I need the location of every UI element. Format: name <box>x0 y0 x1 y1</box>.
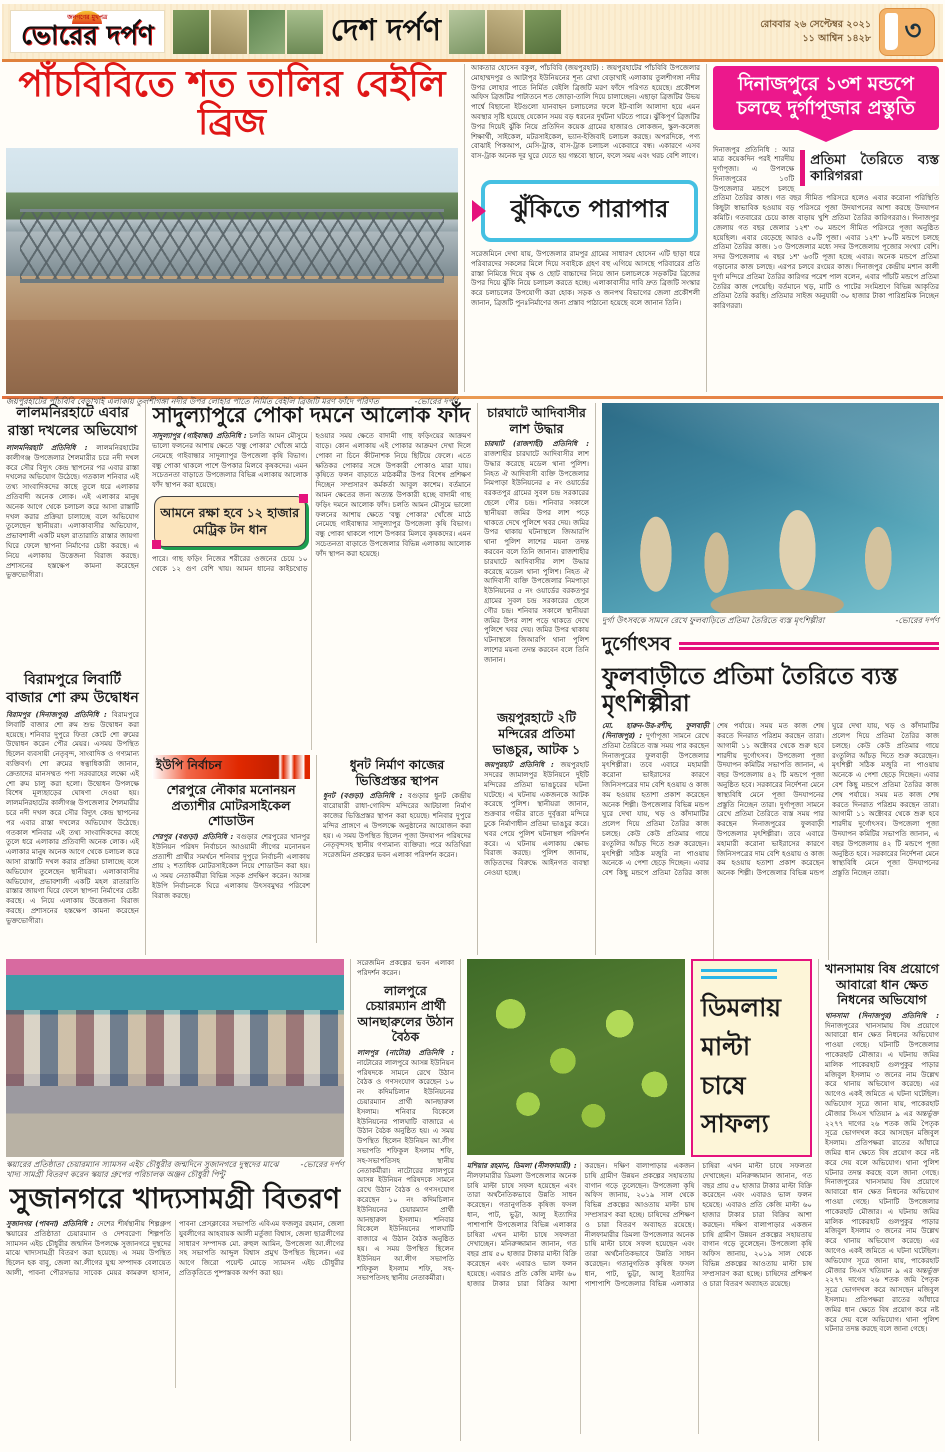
risk-box-title: ঝুঁকিতে পারাপার <box>510 195 669 223</box>
idol-photo <box>602 403 939 613</box>
sadullapur-text-2: পারে। গাছ ফড়িং নিজের শরীরের ওজনের চেয়ে ১০ থেকে ১২ গুণ বেশি খায়। আমন ধানের কাইচথোড় হওয়ার সময় ক্ষেতে বাদামী গাছ ফড়িংয়ের আক্রমণ বাড়ে। কোন এলাকায় এই পোকার আক্রমণ দেখা দিলে পোকা না চিনে কীটনাশক নিয়ে ছিটিয়ে ফেলে। এতে ক্ষতিকর পোকার সঙ্গে উপকারী পোকাও মারা যায়। কৃষিতে ফলন বাড়াতে মাঠকর্মীর উপর বিশেষ প্রশিক্ষণ দিচ্ছেন সম্প্রসারণ কর্মকর্তা আবুল কাশেম। বর্তমানে আমন ক্ষেতের জন্য অত্যন্ত উপকারী হচ্ছে বাদামী গাছ ফড়িং দমনে আলোক ফাঁদ। <box>152 432 471 573</box>
up-election-kicker: ইউপি নির্বাচন <box>152 755 310 779</box>
sujanagar-headline: সুজানগরে খাদ্যসামগ্রী বিতরণ <box>9 1181 341 1215</box>
malta-photo <box>467 959 685 1155</box>
strip-photo <box>211 10 247 54</box>
sujanagar-byline: সুজানগর (পাবনা) প্রতিনিধি : <box>6 1219 94 1228</box>
birampur-text: বিরামপুরে লিবার্টি বাজার শো রুম শুভ উদ্বোধন করা হয়েছে। শনিবার দুপুরে ফিতা কেটে শো রুমের উদ্বোধন করেন পৌর মেয়র। এসময় উপস্থিত ছিলেন ব্যবসায়ী নেতৃবৃন্দ, সাংবাদিক ও গণ্যমান্য ব্যক্তিবর্গ। শো রুমের স্বত্বাধিকারী জানান, ক্রেতাদের মানসম্মত পণ্য সরবরাহের লক্ষ্যে এই শো রুম চালু করা হলো। উদ্বোধন উপলক্ষে বিশেষ মূল্যছাড়ের ঘোষণা দেওয়া হয়। <box>6 711 139 798</box>
masthead-photo-strip-left <box>173 10 323 54</box>
photo-credit: -ভোরের দর্পণ <box>300 1160 344 1169</box>
dinajpur-inset-subhead: প্রতিমা তৈরিতে ব্যস্ত কারিগররা <box>800 150 939 186</box>
malta-box-title: ডিমলায় মাল্টা চাষে সাফল্য <box>701 993 782 1139</box>
birampur-byline: বিরামপুর (দিনাজপুর) প্রতিনিধি : <box>6 711 107 719</box>
sadullapur-body <box>152 432 471 750</box>
double-rule <box>679 642 939 650</box>
lalmonirhat-body <box>6 444 139 670</box>
strip-photo <box>173 10 209 54</box>
dimla-text-cont: নীলফামারীর ডিমলা উপজেলার অনেক চাষি মাল্টা চাষে সফল হয়েছেন এবং তারা অর্থনৈতিকভাবে উন্নতি সাধন করেছেন। গতানুগতিক কৃষিজ ফসল ধান, পাট, ভুট্টা, আলু ইত্যাদির পাশাপাশি উপজেলার বিভিন্ন এলাকার চাষিরা এখন মাল্টা চাষে সফলতা দেখাচ্ছেন। মনিরুজ্জামান জানান, গত বছর প্রায় ৫০ হাজার টাকার মাল্টা বিক্রি করেছেন এবং এবারও ভাল ফলন হয়েছে। এবারও প্রতি কেজি মাল্টা ৬০ হাজার টাকার চারা বিক্রির আশা করছেন। দক্ষিণ বালাপাড়ার একজন চাষি গ্রামীণ উন্নয়ন প্রকল্পের সহায়তায় বাগান গড়ে তুলেছেন। উপজেলা কৃষি অফিস জানায়, ২০১৯ সাল থেকে বিভিন্ন প্রকল্পের আওতায় মাল্টা চাষ সম্প্রসারণ করা হচ্ছে। চাষিদের প্রশিক্ষণ ও চারা বিতরণ অব্যাহত রয়েছে। <box>584 1162 812 1288</box>
idol-photo-caption: দুর্গা উৎসবকে সামনে রেখে ফুলবাড়িতে প্রতিমা তৈরিতে ব্যস্ত মৃৎশিল্পীরা <box>602 616 825 625</box>
lalpur-byline: লালপুর (নাটোর) প্রতিনিধি : <box>357 1049 454 1058</box>
joypurhat-body <box>484 761 589 939</box>
dhunat-article <box>316 755 471 943</box>
dinajpur-headline: দিনাজপুরে ১৩শ মন্ডপে চলছে দুর্গাপূজার প্রস্তুতি <box>713 66 939 130</box>
sadullapur-text-cont: চলতি আমন মৌসুমে ভালো ফলনের আশায় ক্ষেতে 'বন্ধু পোকার' খোঁজে মাঠে নেমেছে গাইবান্ধার সাদুল্যাপুর উপজেলা কৃষি বিভাগ। বন্ধু পোকা থাকলে পাশে উপকার মিলবে কৃষকদের। এমন সচেতনতা বাড়াতে উপজেলার বিভিন্ন এলাকায় আলোক ফাঁদ স্থাপন করা হয়েছে। <box>315 500 471 558</box>
charghat-headline: চারঘাটে আদিবাসীর লাশ উদ্ধার <box>487 405 586 436</box>
column-sadullapur <box>145 403 471 955</box>
column-lalpur <box>350 959 454 1441</box>
dhunat-headline: ধুনট নির্মাণ কাজের ভিত্তিপ্রস্তর স্থাপন <box>349 757 445 788</box>
section-title: দেশ দর্পণ <box>330 13 442 48</box>
amon-rice-box <box>154 496 306 547</box>
strip-photo <box>449 10 485 54</box>
column-dimla <box>460 959 812 1441</box>
fulbari-text-cont: দুর্গাপূজা সামনে রেখে প্রতিমা তৈরিতে ব্যস্ত সময় পার করছেন দিনাজপুরের ফুলবাড়ী উপজেলার মৃৎশিল্পীরা। তবে এবারে মহামারী করোনা ভাইরাসের কারণে জিনিসপত্রের দাম বেশি হওয়ায় ও কাজ কম হওয়ায় হতাশা প্রকাশ করেছেন অনেক শিল্পী। উপজেলার বিভিন্ন মন্ডপ ঘুরে দেখা যায়, খড় ও কাঁদামাটির প্রলেপ দিয়ে প্রতিমা তৈরির কাজ চলছে। কেউ কেউ প্রতিমার গায়ে রংতুলির আঁচড় দিতে শুরু করেছেন। মৃৎশিল্পী সঠিক মজুরি না পাওয়ায় অনেকে এ পেশা ছেড়ে দিচ্ছেন। এবার বেশ কিছু মন্ডপে প্রতিমা তৈরির কাজ শেষ পর্যায়ে। সময় মত কাজ শেষ করতে দিনরাত পরিশ্রম করছেন তারা। আগামী ১১ অক্টোবর থেকে শুরু হবে শারদীয় দুর্গোৎসব। উপজেলা পূজা উদযাপন কমিটির সভাপতি জানান, এ বছর উপজেলায় ৪২ টি মন্ডপে পূজা অনুষ্ঠিত হবে। সরকারের নির্দেশনা মেনে স্বাস্থ্যবিধি মেনে পূজা উদযাপনের প্রস্তুতি নিচ্ছেন তারা। <box>717 722 939 878</box>
page-number: ৩ <box>904 15 922 46</box>
lead-headline: পাঁচবিবিতে শত তালির বেইলি ব্রিজ <box>18 64 446 143</box>
dhunat-byline: ধুনট (বগুড়া) প্রতিনিধি : <box>323 792 403 801</box>
strip-photo <box>487 10 523 54</box>
photo-credit: -ভোরের দর্পণ <box>895 616 939 625</box>
khansama-text: দিনাজপুরের খানসামায় বিষ প্রয়োগে আবারো ধান ক্ষেত নিধনের অভিযোগ পাওয়া গেছে। ঘটনাটি উপজেলার পাকেরহাট মৌজার। এ ঘটনায় জমির মালিক পাকেরহাট গুলপুকুর পাড়ার মজিবুল ইসলাম ৩ জনের নাম উল্লেখ করে থানায় অভিযোগ করেছে। এর আগেও একই জমিতে এ ঘটনা ঘটেছিল। অভিযোগ সূত্রে জানা যায়, পাকেরহাট মৌজার সিএস খতিয়ান ৯ এর অন্তর্ভুক্ত ২২৭৭ দাগের ২৬ শতক জমি পৈতৃক সূত্রে ভোগদখল করে আসছেন মজিবুল ইসলাম। প্রতিপক্ষরা রাতের আঁধারে জমির ধান ক্ষেতে বিষ প্রয়োগ করে নষ্ট করে দেয় বলে অভিযোগ। থানা পুলিশ ঘটনার তদন্ত করছে বলে জানা গেছে। <box>825 1021 939 1177</box>
dimla-body <box>467 1162 812 1434</box>
photo-credit: -ভোরের দর্পণ <box>414 396 458 406</box>
lalmonirhat-text: লালমনিরহাটের কালীগঞ্জ উপজেলার শৈলমারীর চরে নদী দখল করে সৌর বিদ্যুৎ কেন্দ্র স্থাপনের পর এবার রাস্তা দখলের অভিযোগ উঠেছে। গতকাল শনিবার এই তথ্য সাংবাদিকদের কাছে তুলে ধরে এলাকার প্রতিবাদী অনেক লোক। এই এলাকার মানুষ অনেক আগে থেকে চলাচল করে আসা রাস্তাটি দখল করার প্রক্রিয়া চালাচ্ছে বলে অভিযোগ তুলেছেন স্থানীয়রা। এলাকাবাসীর অভিযোগ, প্রভাবশালী একটি মহল রাতারাতি রাস্তার জায়গা ঘিরে ফেলে স্থাপনা নির্মাণের চেষ্টা করছে। এ নিয়ে এলাকায় উত্তেজনা বিরাজ করছে। প্রশাসনের হস্তক্ষেপ কামনা করেছেন ভুক্তভোগীরা। <box>6 444 139 580</box>
joypurhat-byline: জয়পুরহাট প্রতিনিধি : <box>484 761 554 770</box>
middle-band <box>0 401 945 957</box>
column-fulbari <box>595 403 939 955</box>
lalpur-headline: লালপুরে চেয়ারম্যান প্রার্থী আনছারুলের উঠান বৈঠক <box>357 982 454 1045</box>
sherpur-text: বগুড়ার শেরপুরের খানপুর ইউনিয়ন পরিষদ নির্বাচনে আওয়ামী লীগের মনোনয়ন প্রত্যাশী প্রার্থীর সমর্থনে শনিবার দুপুরে নির্বাচনী এলাকায় প্রায় ২ শতাধিক মোটরসাইকেল নিয়ে শোডাউন করা হয়। এ সময় নেতাকর্মীরা বিভিন্ন সড়ক প্রদক্ষিণ করেন। আসন্ন ইউপি নির্বাচনকে ঘিরে এলাকায় উৎসবমুখর পরিবেশ বিরাজ করছে। <box>152 833 310 900</box>
charghat-text: রাজশাহীর চারঘাটে আদিবাসীর লাশ উদ্ধার করেছে মডেল থানা পুলিশ। নিহত ঐ আদিবাসী ব্যক্তি উপজেলার নিমপাড়া ইউনিয়নের ৫ নং ওয়ার্ডের বরকতপুর গ্রামের সুবল চন্দ্র সরকারের ছেলে গৌর চন্দ্র। শনিবার সকালে স্থানীয়রা জমির উপর লাশ পড়ে থাকতে দেখে পুলিশে খবর দেয়। জমির উপর থাকায় ঘটনাস্থলে জিআরপি থানা পুলিশ লাশের ময়না তদন্ত করবেন বলে তিনি জানান। <box>484 450 589 557</box>
column-lalmonirhat <box>6 403 139 955</box>
lalpur-text-cont: নাটোরের লালপুরে আসন্ন ইউনিয়ন পরিষদকে সামনে রেখে উঠান বৈঠক ও গণসংযোগ করেছেন ১০ নং কদিমচিলান ইউনিয়নের চেয়ারম্যান প্রার্থী আনছারুল ইসলাম। শনিবার বিকেলে ইউনিয়নের পালঘাটি বাজারে এ উঠান বৈঠক অনুষ্ঠিত হয়। এ সময় উপস্থিত ছিলেন ইউনিয়ন আ.লীগ সভাপতি শফিকুল ইসলাম শফি, সহ-সভাপতিসহ স্থানীয় নেতাকর্মীরা। <box>357 1166 454 1283</box>
masthead-photo-strip-right <box>449 10 561 54</box>
page-number-tab <box>879 8 935 56</box>
logo-title: ভোরের দর্পণ <box>21 21 154 51</box>
fulbari-byline: মো. হারুন-উর-রশীদ, ফুলবাড়ী (দিনাজপুর) : <box>602 722 709 741</box>
arrow-icon <box>472 200 486 222</box>
dinajpur-text: দিনাজপুর প্রতিনিধি : আর মাত্র কয়েকদিন পরই শারদীয় দুর্গাপূজা। এ উপলক্ষে দিনাজপুরের ১৩টি উপজেলার মন্ডপে চলছে প্রতিমা তৈরির কাজ। গত বছর সীমিত পরিসরে হলেও এবার করোনা পরিস্থিতি কিছুটা স্বাভাবিক হওয়ায় বড় পরিসরে পূজা উদযাপনের আশা করছে উদযাপন কমিটি। গতবারের চেয়ে কাজ বাড়ায় খুশি প্রতিমা তৈরির কারিগররাও। দিনাজপুর জেলায় গত বছর জেলার ১২শ' ৩০ মন্ডপে সীমিত পরিসরে পূজা অনুষ্ঠিত হয়েছিল। এবার বেড়েছে আরও ৫০টি পূজা। এবার ১২শ' ৮০টি মন্ডপে চলছে প্রতিমা তৈরির কাজ। ১৩ উপজেলার মধ্যে সদর উপজেলায় পূজোর সংখ্যা বেশি। সদর উপজেলায় এ বছর ১শ' ৬৩টি পূজা হচ্ছে এবার। অনেক মন্ডপে প্রতিমা গড়ানোর কাজ চলছে। এরপর চলবে রংয়ের কাজ। দিনাজপুর কেন্দ্রীয় মশান কালী দুর্গা মন্দিরে প্রতিমা তৈরির কারিগর পরেশ পাল বলেন, এবার পাঁচটি মন্ডপে প্রতিমা তৈরির কাজ পেয়েছি। বর্তমানে খড়, মাটি ও পাটের সংমিশ্রণে বিভিন্ন আকৃতির প্রতিমা তৈরি করছি। প্রতিমার সাইজ অনুযায়ী ৩০ হাজার টাকা পারিশ্রমিক নিচ্ছেন কারিগররা। <box>713 145 939 311</box>
lead-body-column <box>464 64 700 392</box>
column-sujanagar <box>6 959 344 1441</box>
dimla-byline: মশিয়ার রহমান, ডিমলা (নীলফামারী) : <box>467 1162 577 1170</box>
sadullapur-text-1: চলতি আমন মৌসুমে ভালো ফলনের আশায় ক্ষেতে 'বন্ধু পোকার' খোঁজে মাঠে নেমেছে গাইবান্ধার সাদুল্যাপুর উপজেলা কৃষি বিভাগ। বন্ধু পোকা থাকলে পাশে উপকার মিলবে কৃষকদের। এমন সচেতনতা বাড়াতে উপজেলার বিভিন্ন এলাকায় আলোক ফাঁদ স্থাপন করা হয়েছে। <box>152 432 308 490</box>
khansama-headline: খানসামায় বিষ প্রয়োগে আবারো ধান ক্ষেত নিধনের অভিযোগ <box>825 961 939 1008</box>
charghat-text-cont: রাজশাহীর চারঘাটে আদিবাসীর লাশ উদ্ধার করেছে মডেল থানা পুলিশ। নিহত ঐ আদিবাসী ব্যক্তি উপজেলার নিমপাড়া ইউনিয়নের ৫ নং ওয়ার্ডের বরকতপুর গ্রামের সুবল চন্দ্র সরকারের ছেলে গৌর চন্দ্র। শনিবার সকালে স্থানীয়রা জমির উপর লাশ পড়ে থাকতে দেখে পুলিশে খবর দেয়। জমির উপর থাকায় ঘটনাস্থলে জিআরপি থানা পুলিশ লাশের ময়না তদন্ত করবেন বলে তিনি জানান। <box>484 548 589 664</box>
top-band <box>0 62 945 406</box>
sujanagar-photo-caption: স্কয়ারের প্রতিষ্ঠাতা চেয়ারম্যান স্যামসন এইচ চৌধুরীর জন্মদিনে সুজানগরে দুস্থদের মাঝে খাদ্য সামগ্রী বিতরণ করেন স্কয়ার গ্রুপের পরিচালক অঞ্জন চৌধুরী পিন্টু <box>6 1160 279 1180</box>
lead-body-1: আকতার হোসেন বকুল, পাঁচবিবি (জয়পুরহাট) : জয়পুরহাটের পাঁচবিবি উপজেলার মোহাম্মদপুর ও আটাপুর ইউনিয়নের শূন্য রেখা বেড়াখাই এলাকায় তুলশীগঙ্গা নদীর উপর লোহার পাতে নির্মিত বেইলি ব্রিজটি মরণ ফাঁদে পরিণত হয়েছে। প্রকৌশল অফিস ব্রিজটির পাটাতনে শত জোড়া-তালি দিয়ে চালাচ্ছেন। এছাড়া ব্রিজটির উভয় পার্শ্বে বিছানো ইটগুলো যানবাহন চলাচলের ফলে ইট-বালি আলাদা হয়ে এমন অবস্থার সৃষ্টি হয়েছে যেকোন সময় বড় ধরনের দুর্ঘটনা ঘটতে পারে। ঝুঁকিপূর্ণ ব্রিজটির উপর দিয়েই ঝুঁকি নিয়ে প্রতিদিন কয়েক গ্রামের হাজারও লোকজন, স্কুল-কলেজ শিক্ষার্থী, সাইকেল, মটরসাইকেল, ভ্যান-ইজিবাই চলাচল করছে। অপরদিকে, পণ্য বোঝাই পিকআপ, মেসি-ট্রাক, বাস-ট্রাক চলাচল একেবারে বন্ধ। একারণে এসব বাস-ট্রাক অনেক দূর ঘুরে যেতে হয় গন্তব্যে স্থানে, ফলে সময় এবং খরচ বেশি লাগে। <box>471 64 700 161</box>
strip-photo <box>249 10 285 54</box>
sujanagar-body <box>6 1220 344 1388</box>
lalmonirhat-headline: লালমনিরহাটে এবার রাস্তা দখলের অভিযোগ <box>7 405 138 439</box>
bridge-photo <box>6 148 458 394</box>
lead-photo-caption: জয়পুরহাটের পাঁচবিবি বেড়াখাই এলাকায় তুলশীগঙ্গা নদীর উপর লোহার পাতে নির্মিত বেইলি ব্রিজটি মরণ ফাঁদে পরিণত <box>6 396 379 406</box>
khansama-body <box>825 1012 939 1430</box>
bottom-band <box>0 957 945 1443</box>
column-charghat <box>477 403 589 955</box>
logo-tagline: জনগণের মুখপত্র <box>67 14 108 21</box>
dinajpur-column <box>706 64 939 392</box>
birampur-body <box>6 711 139 927</box>
lalpur-text: নাটোরের লালপুরে আসন্ন ইউনিয়ন পরিষদকে সামনে রেখে উঠান বৈঠক ও গণসংযোগ করেছেন ১০ নং কদিমচিলান ইউনিয়নের চেয়ারম্যান প্রার্থী আনছারুল ইসলাম। শনিবার বিকেলে ইউনিয়নের পালঘাটি বাজারে এ উঠান বৈঠক অনুষ্ঠিত হয়। এ সময় উপস্থিত ছিলেন ইউনিয়ন আ.লীগ সভাপতি শফিকুল ইসলাম শফি, সহ-সভাপতিসহ স্থানীয় নেতাকর্মীরা। <box>357 1058 454 1175</box>
joypurhat-headline: জয়পুরহাটে ২টি মন্দিরের প্রতিমা ভাঙচুর, আটক ১ <box>492 710 581 757</box>
cyan-double-rule <box>701 969 777 979</box>
risk-crossing-box <box>481 180 698 242</box>
lalmonirhat-byline: লালমনিরহাট প্রতিনিধি : <box>6 444 88 452</box>
sherpur-headline: শেরপুরে নৌকার মনোনয়ন প্রত্যাশীর মোটরসাইকেল শোডাউন <box>166 782 296 829</box>
fulbari-headline: ফুলবাড়ীতে প্রতিমা তৈরিতে ব্যস্ত মৃৎশিল্পীরা <box>602 664 898 717</box>
date-block <box>760 18 871 46</box>
date-gregorian: রোববার ২৬ সেপ্টেম্বর ২০২১ <box>760 18 871 30</box>
birampur-headline: বিরামপুরে লিবার্টি বাজার শো রুম উদ্বোধন <box>6 672 139 706</box>
sherpur-article <box>152 755 310 943</box>
newspaper-logo <box>10 10 165 53</box>
dimla-text: নীলফামারীর ডিমলা উপজেলার অনেক চাষি মাল্টা চাষে সফল হয়েছেন এবং তারা অর্থনৈতিকভাবে উন্নতি সাধন করেছেন। গতানুগতিক কৃষিজ ফসল ধান, পাট, ভুট্টা, আলু ইত্যাদির পাশাপাশি উপজেলার বিভিন্ন এলাকার চাষিরা এখন মাল্টা চাষে সফলতা দেখাচ্ছেন। মনিরুজ্জামান জানান, গত বছর প্রায় ৫০ হাজার টাকার মাল্টা বিক্রি করেছেন এবং এবারও ভাল ফলন হয়েছে। এবারও প্রতি কেজি মাল্টা ৬০ হাজার টাকার চারা বিক্রির আশা করছেন। দক্ষিণ বালাপাড়ার একজন চাষি গ্রামীণ উন্নয়ন প্রকল্পের সহায়তায় বাগান গড়ে তুলেছেন। উপজেলা কৃষি অফিস জানায়, ২০১৯ সাল থেকে বিভিন্ন প্রকল্পের আওতায় মাল্টা চাষ সম্প্রসারণ করা হচ্ছে। চাষিদের প্রশিক্ষণ ও চারা বিতরণ অব্যাহত রয়েছে। <box>467 1162 695 1288</box>
charghat-byline: চারঘাট (রাজশাহী) প্রতিনিধি : <box>484 440 589 449</box>
dhunat-text: বগুড়ার ধুনট কেন্দ্রীয় বারোয়ারী রাধা-গোবিন্দ মন্দিরের আটচালা নির্মাণ কাজের ভিত্তিপ্রস্তর স্থাপন করা হয়েছে। শনিবার দুপুরে মন্দির প্রাঙ্গণে এ উপলক্ষে অনুষ্ঠানের আয়োজন করা হয়। এ সময় উপস্থিত ছিলেন পূজা উদযাপন পরিষদের নেতৃবৃন্দসহ স্থানীয় গণ্যমান্য ব্যক্তিরা। পরে অতিথিরা সরেজমিন প্রকল্পের ভবন এলাকা পরিদর্শন করেন। <box>323 792 471 860</box>
sherpur-body <box>152 833 310 943</box>
lead-body-2: সরেজমিনে দেখা যায়, উপজেলার রামপুর গ্রামের সাধারণ হোসেন এটি ছাড়া ধরে পরিবারদের সকলের মিলে দিয়ে সবাইকে গ্রহণ বহু এগিয়ে আসছে পরিবারের প্রতি রাস্তা নিমিত্তে দিয়ে বৃক্ষ ও ছোট বাচ্চাদের নিয়ে জান চলাচলকে সড়কটির ব্রিজের উপর দিয়ে ঝুঁকি নিয়ে চলাচল করতে হচ্ছে। এলাকাবাসীর দাবি দ্রুত ব্রিজটি সংস্কার করে চলাচলের উপযোগী করা হোক। সড়ক ও জনপথ বিভাগের জেলা প্রকৌশলী জানান, ব্রিজটি পুনঃনির্মাণের জন্য প্রস্তাব পাঠানো হয়েছে বলে জানান তিনি। <box>471 250 700 307</box>
birampur-text-cont: লালমনিরহাটের কালীগঞ্জ উপজেলার শৈলমারীর চরে নদী দখল করে সৌর বিদ্যুৎ কেন্দ্র স্থাপনের পর এবার রাস্তা দখলের অভিযোগ উঠেছে। গতকাল শনিবার এই তথ্য সাংবাদিকদের কাছে তুলে ধরে এলাকার প্রতিবাদী অনেক লোক। এই এলাকার মানুষ অনেক আগে থেকে চলাচল করে আসা রাস্তাটি দখল করার প্রক্রিয়া চালাচ্ছে বলে অভিযোগ তুলেছেন স্থানীয়রা। এলাকাবাসীর অভিযোগ, প্রভাবশালী একটি মহল রাতারাতি রাস্তার জায়গা ঘিরে ফেলে স্থাপনা নির্মাণের চেষ্টা করছে। এ নিয়ে এলাকায় উত্তেজনা বিরাজ করছে। প্রশাসনের হস্তক্ষেপ কামনা করেছেন ভুক্তভোগীরা। <box>6 799 139 925</box>
masthead <box>2 4 943 62</box>
fulbari-body <box>602 722 939 960</box>
amon-box-text: আমনে রক্ষা হবে ১২ হাজার মেট্রিক টন ধান <box>160 504 300 538</box>
sadullapur-headline: সাদুল্যাপুরে পোকা দমনে আলোক ফাঁদ <box>152 403 471 427</box>
malta-success-box <box>691 959 812 1157</box>
strip-photo <box>287 10 323 54</box>
lalpur-body <box>357 1049 454 1419</box>
khansama-text-cont: দিনাজপুরের খানসামায় বিষ প্রয়োগে আবারো ধান ক্ষেত নিধনের অভিযোগ পাওয়া গেছে। ঘটনাটি উপজেলার পাকেরহাট মৌজার। এ ঘটনায় জমির মালিক পাকেরহাট গুলপুকুর পাড়ার মজিবুল ইসলাম ৩ জনের নাম উল্লেখ করে থানায় অভিযোগ করেছে। এর আগেও একই জমিতে এ ঘটনা ঘটেছিল। অভিযোগ সূত্রে জানা যায়, পাকেরহাট মৌজার সিএস খতিয়ান ৯ এর অন্তর্ভুক্ত ২২৭৭ দাগের ২৬ শতক জমি পৈতৃক সূত্রে ভোগদখল করে আসছেন মজিবুল ইসলাম। প্রতিপক্ষরা রাতের আঁধারে জমির ধান ক্ষেতে বিষ প্রয়োগ করে নষ্ট করে দেয় বলে অভিযোগ। থানা পুলিশ ঘটনার তদন্ত করছে বলে জানা গেছে। <box>825 1178 939 1334</box>
strip-photo <box>525 10 561 54</box>
lalpur-pre-text: সরেজমিন প্রকল্পের ভবন এলাকা পরিদর্শন করেন। <box>357 959 454 977</box>
khansama-byline: খানসামা (দিনাজপুর) প্রতিনিধি : <box>825 1011 939 1020</box>
column-khansama <box>818 959 939 1441</box>
dinajpur-body <box>713 146 939 384</box>
dhunat-body <box>323 792 471 920</box>
sujanagar-text: দেশের শীর্ষস্থানীয় শিল্পগ্রুপ স্কয়ারের প্রতিষ্ঠাতা চেয়ারম্যান ও দেশবরেণ্য শিল্পপতি স্যামসন এইচ চৌধুরীর জন্মদিন উপলক্ষে সুজানগরে দুস্থদের মাঝে খাদ্যসামগ্রী বিতরণ করা হয়েছে। এ সময় উপস্থিত ছিলেন হক বাবু, জেলা আ.লীগের যুগ্ম সম্পাদক বেলায়েত আলী, পাবনা পৌরসভার সাবেক মেয়র কামরুল হাসান, পাবনা প্রেসক্লাবের সভাপতি এবিএম ফজলুর রহমান, জেলা যুবলীগের আহবায়ক আলী মর্তুজা বিশ্বাস, জেলা ছাত্রলীগের সাধারণ সম্পাদক মো. রুহুল আমিন, উপজেলা আ.লীগের সহ সভাপতি আব্দুল বিশ্বাস প্রমুখ উপস্থিত ছিলেন। এর আগে জিরো পয়েন্ট মোড়ে স্যামসন এইচ চৌধুরীর প্রতিকৃতিতে পুষ্পস্তবক অর্পণ করা হয়। <box>6 1219 344 1277</box>
sadullapur-byline: সাদুল্যাপুর (গাইবান্ধা) প্রতিনিধি : <box>152 432 247 441</box>
charghat-body <box>484 440 589 708</box>
distribution-photo <box>6 959 344 1157</box>
sherpur-byline: শেরপুর (বগুড়া) প্রতিনিধি : <box>152 833 234 842</box>
lead-story-column <box>6 64 458 406</box>
durgotsab-kicker: দুর্গোৎসব <box>602 633 671 656</box>
joypurhat-text: জয়পুরহাট সদরের জামালপুর ইউনিয়নে দুইটি মন্দিরের প্রতিমা ভাঙচুরের ঘটনা ঘটেছে। এ ঘটনায় একজনকে আটক করেছে পুলিশ। স্থানীয়রা জানান, শুক্রবার গভীর রাতে দুর্বৃত্তরা মন্দিরে ঢুকে নির্মাণাধীন প্রতিমা ভাঙচুর করে। খবর পেয়ে পুলিশ ঘটনাস্থল পরিদর্শন করে। এ ঘটনায় এলাকায় ক্ষোভ বিরাজ করছে। পুলিশ জানায়, জড়িতদের বিরুদ্ধে আইনগত ব্যবস্থা নেওয়া হচ্ছে। <box>484 761 589 877</box>
date-bengali: ১১ আশ্বিন ১৪২৮ <box>802 32 871 44</box>
fulbari-text: দুর্গাপূজা সামনে রেখে প্রতিমা তৈরিতে ব্যস্ত সময় পার করছেন দিনাজপুরের ফুলবাড়ী উপজেলার মৃৎশিল্পীরা। তবে এবারে মহামারী করোনা ভাইরাসের কারণে জিনিসপত্রের দাম বেশি হওয়ায় ও কাজ কম হওয়ায় হতাশা প্রকাশ করেছেন অনেক শিল্পী। উপজেলার বিভিন্ন মন্ডপ ঘুরে দেখা যায়, খড় ও কাঁদামাটির প্রলেপ দিয়ে প্রতিমা তৈরির কাজ চলছে। কেউ কেউ প্রতিমার গায়ে রংতুলির আঁচড় দিতে শুরু করেছেন। মৃৎশিল্পী সঠিক মজুরি না পাওয়ায় অনেকে এ পেশা ছেড়ে দিচ্ছেন। এবার বেশ কিছু মন্ডপে প্রতিমা তৈরির কাজ শেষ পর্যায়ে। সময় মত কাজ শেষ করতে দিনরাত পরিশ্রম করছেন তারা। আগামী ১১ অক্টোবর থেকে শুরু হবে শারদীয় দুর্গোৎসব। উপজেলা পূজা উদযাপন কমিটির সভাপতি জানান, এ বছর উপজেলায় ৪২ টি মন্ডপে পূজা অনুষ্ঠিত হবে। সরকারের নির্দেশনা মেনে স্বাস্থ্যবিধি মেনে পূজা উদযাপনের প্রস্তুতি নিচ্ছেন তারা। <box>602 722 824 878</box>
